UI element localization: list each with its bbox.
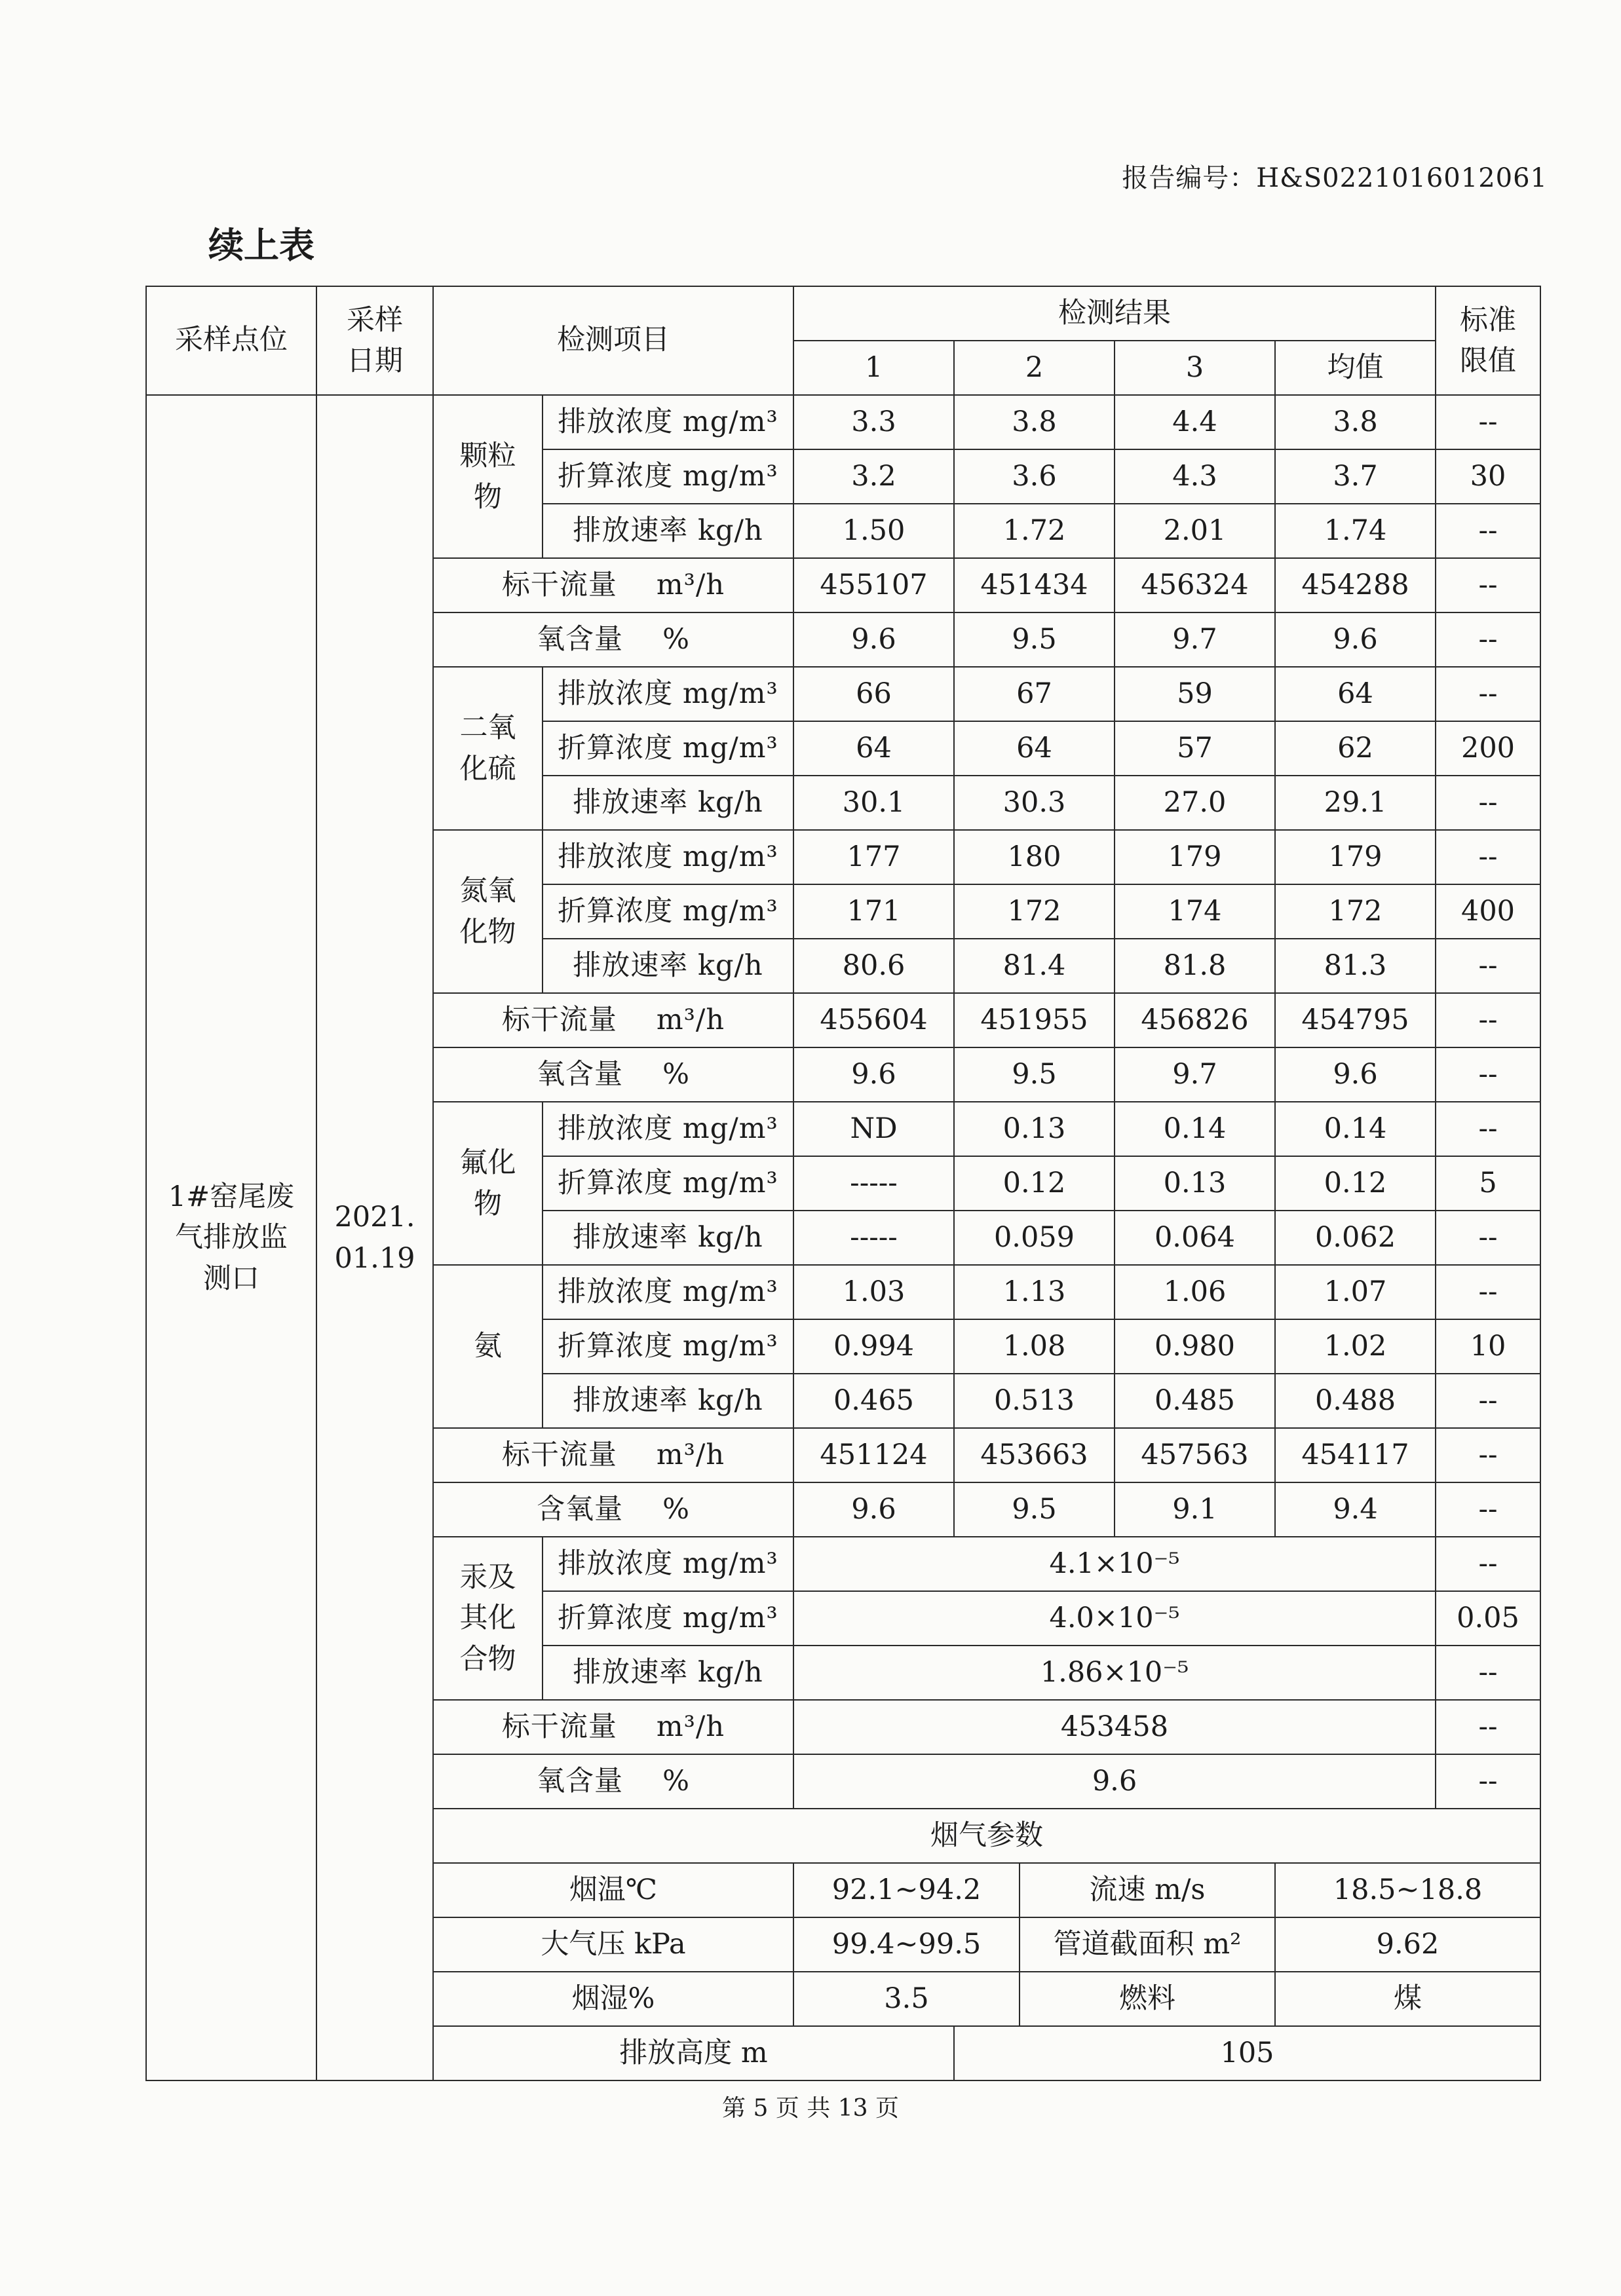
- result-1: 177: [793, 830, 954, 884]
- result-2: 1.08: [954, 1319, 1115, 1374]
- flue-param-value: 9.62: [1275, 1917, 1540, 1972]
- standard-limit: 400: [1436, 884, 1540, 939]
- result-1: 3.3: [793, 395, 954, 449]
- test-item: 排放浓度 mg/m³: [543, 1537, 793, 1591]
- result-mean: 29.1: [1275, 776, 1436, 830]
- flue-param-label: 管道截面积 m²: [1020, 1917, 1275, 1972]
- header-sampling-point: 采样点位: [146, 286, 316, 395]
- test-item: 排放速率 kg/h: [543, 939, 793, 993]
- standard-limit: --: [1436, 1646, 1540, 1700]
- result-mean: 1.07: [1275, 1265, 1436, 1319]
- standard-limit: --: [1436, 395, 1540, 449]
- result-2: 3.8: [954, 395, 1115, 449]
- result-3: 0.485: [1115, 1374, 1275, 1428]
- report-number: 报告编号：H&S0221016012061: [1122, 163, 1548, 193]
- result-mean: 0.488: [1275, 1374, 1436, 1428]
- header-col-2: 2: [954, 341, 1115, 395]
- test-item: 排放浓度 mg/m³: [543, 830, 793, 884]
- standard-limit: 10: [1436, 1319, 1540, 1374]
- standard-limit: --: [1436, 1102, 1540, 1156]
- pollutant-category: 汞及 其化 合物: [433, 1537, 543, 1700]
- test-item: [433, 612, 793, 667]
- test-item-label: 标干流量: [501, 1003, 617, 1036]
- result-mean: 179: [1275, 830, 1436, 884]
- result-mean: 454117: [1275, 1428, 1436, 1482]
- result-1: 171: [793, 884, 954, 939]
- result-3: 0.980: [1115, 1319, 1275, 1374]
- standard-limit: 0.05: [1436, 1591, 1540, 1646]
- flue-param-value: 煤: [1275, 1972, 1540, 2026]
- test-item-unit: m³/h: [656, 1003, 725, 1036]
- result-3: 0.064: [1115, 1211, 1275, 1265]
- table-row: [146, 395, 1540, 449]
- result-3: 1.06: [1115, 1265, 1275, 1319]
- result-3: 9.1: [1115, 1482, 1275, 1537]
- test-item: 排放速率 kg/h: [543, 1374, 793, 1428]
- result-1: -----: [793, 1156, 954, 1211]
- result-2: 1.72: [954, 504, 1115, 558]
- sampling-date-cell: 2021. 01.19: [316, 395, 433, 2080]
- pollutant-category: 氮氧 化物: [433, 830, 543, 993]
- test-item: 排放速率 kg/h: [543, 1646, 793, 1700]
- result-3: 457563: [1115, 1428, 1275, 1482]
- test-item: 排放浓度 mg/m³: [543, 667, 793, 721]
- standard-limit: 200: [1436, 721, 1540, 776]
- standard-limit: --: [1436, 1211, 1540, 1265]
- result-1: 9.6: [793, 1047, 954, 1102]
- test-item: [433, 558, 793, 612]
- test-item-label: 标干流量: [501, 568, 617, 601]
- flue-param-value: 3.5: [793, 1972, 1020, 2026]
- result-3: 81.8: [1115, 939, 1275, 993]
- result-1: 451124: [793, 1428, 954, 1482]
- page-footer: 第 5 页 共 13 页: [722, 2095, 899, 2122]
- standard-limit: 30: [1436, 449, 1540, 504]
- pollutant-category: 氨: [433, 1265, 543, 1428]
- result-mean: 9.4: [1275, 1482, 1436, 1537]
- result-mean: 3.7: [1275, 449, 1436, 504]
- test-item: [433, 1047, 793, 1102]
- result-mean: 454795: [1275, 993, 1436, 1047]
- test-item: 折算浓度 mg/m³: [543, 721, 793, 776]
- test-item: 排放速率 kg/h: [543, 1211, 793, 1265]
- standard-limit: --: [1436, 776, 1540, 830]
- page-title: 续上表: [208, 225, 315, 266]
- result-mean: 0.062: [1275, 1211, 1436, 1265]
- test-item-unit: m³/h: [656, 1438, 725, 1471]
- test-item: [433, 1754, 793, 1809]
- result-2: 0.513: [954, 1374, 1115, 1428]
- flue-param-value: 92.1~94.2: [793, 1863, 1020, 1917]
- result-merged: 1.86×10⁻⁵: [793, 1646, 1436, 1700]
- result-2: 0.12: [954, 1156, 1115, 1211]
- result-3: 9.7: [1115, 612, 1275, 667]
- result-mean: 1.74: [1275, 504, 1436, 558]
- result-1: 3.2: [793, 449, 954, 504]
- standard-limit: --: [1436, 993, 1540, 1047]
- header-test-item: 检测项目: [433, 286, 793, 395]
- result-1: 80.6: [793, 939, 954, 993]
- test-item: [433, 1700, 793, 1754]
- standard-limit: --: [1436, 1428, 1540, 1482]
- result-2: 1.13: [954, 1265, 1115, 1319]
- standard-limit: --: [1436, 830, 1540, 884]
- emission-height-label: 排放高度 m: [433, 2026, 954, 2080]
- result-1: -----: [793, 1211, 954, 1265]
- flue-param-value: 99.4~99.5: [793, 1917, 1020, 1972]
- result-mean: 3.8: [1275, 395, 1436, 449]
- standard-limit: 5: [1436, 1156, 1540, 1211]
- standard-limit: --: [1436, 1754, 1540, 1809]
- flue-param-value: 18.5~18.8: [1275, 1863, 1540, 1917]
- result-mean: 0.12: [1275, 1156, 1436, 1211]
- result-merged: 453458: [793, 1700, 1436, 1754]
- test-item-label: 氧含量: [537, 1057, 624, 1091]
- result-1: 0.994: [793, 1319, 954, 1374]
- standard-limit: --: [1436, 1265, 1540, 1319]
- result-2: 81.4: [954, 939, 1115, 993]
- test-item: 折算浓度 mg/m³: [543, 1319, 793, 1374]
- result-2: 0.059: [954, 1211, 1115, 1265]
- result-2: 9.5: [954, 1482, 1115, 1537]
- pollutant-category: 二氧 化硫: [433, 667, 543, 830]
- test-item-unit: m³/h: [656, 1710, 725, 1743]
- result-1: 66: [793, 667, 954, 721]
- result-mean: 64: [1275, 667, 1436, 721]
- result-3: 4.3: [1115, 449, 1275, 504]
- result-mean: 62: [1275, 721, 1436, 776]
- test-item-unit: %: [662, 1492, 690, 1526]
- standard-limit: --: [1436, 1482, 1540, 1537]
- test-item: 折算浓度 mg/m³: [543, 884, 793, 939]
- test-item: 排放速率 kg/h: [543, 504, 793, 558]
- header-col-3: 3: [1115, 341, 1275, 395]
- flue-param-label: 烟湿%: [433, 1972, 793, 2026]
- result-mean: 1.02: [1275, 1319, 1436, 1374]
- result-2: 451955: [954, 993, 1115, 1047]
- result-3: 179: [1115, 830, 1275, 884]
- result-3: 27.0: [1115, 776, 1275, 830]
- result-1: 455107: [793, 558, 954, 612]
- standard-limit: --: [1436, 558, 1540, 612]
- test-item: 排放浓度 mg/m³: [543, 1102, 793, 1156]
- result-2: 453663: [954, 1428, 1115, 1482]
- result-2: 9.5: [954, 1047, 1115, 1102]
- test-item: [433, 1482, 793, 1537]
- result-2: 180: [954, 830, 1115, 884]
- result-1: 30.1: [793, 776, 954, 830]
- test-item-unit: %: [662, 1764, 690, 1797]
- result-2: 172: [954, 884, 1115, 939]
- result-mean: 454288: [1275, 558, 1436, 612]
- result-mean: 9.6: [1275, 612, 1436, 667]
- test-item-label: 含氧量: [537, 1492, 624, 1526]
- flue-param-label: 大气压 kPa: [433, 1917, 793, 1972]
- test-item: [433, 1428, 793, 1482]
- test-item-unit: %: [662, 1057, 690, 1091]
- test-item: 折算浓度 mg/m³: [543, 449, 793, 504]
- test-item: [433, 993, 793, 1047]
- test-item-label: 标干流量: [501, 1438, 617, 1471]
- result-3: 4.4: [1115, 395, 1275, 449]
- result-3: 456826: [1115, 993, 1275, 1047]
- result-1: 9.6: [793, 612, 954, 667]
- header-standard-limit: 标准 限值: [1436, 286, 1540, 395]
- result-3: 0.13: [1115, 1156, 1275, 1211]
- result-2: 30.3: [954, 776, 1115, 830]
- standard-limit: --: [1436, 1374, 1540, 1428]
- test-item: 折算浓度 mg/m³: [543, 1591, 793, 1646]
- monitoring-results-table: [145, 286, 1541, 2081]
- result-1: ND: [793, 1102, 954, 1156]
- header-sampling-date: 采样 日期: [316, 286, 433, 395]
- test-item: 折算浓度 mg/m³: [543, 1156, 793, 1211]
- result-mean: 0.14: [1275, 1102, 1436, 1156]
- test-item-unit: %: [662, 622, 690, 656]
- standard-limit: --: [1436, 667, 1540, 721]
- result-1: 1.50: [793, 504, 954, 558]
- result-2: 9.5: [954, 612, 1115, 667]
- sampling-point-cell: 1#窑尾废 气排放监 测口: [146, 395, 316, 2080]
- result-3: 57: [1115, 721, 1275, 776]
- result-2: 0.13: [954, 1102, 1115, 1156]
- result-1: 0.465: [793, 1374, 954, 1428]
- result-2: 451434: [954, 558, 1115, 612]
- result-merged: 4.1×10⁻⁵: [793, 1537, 1436, 1591]
- result-3: 2.01: [1115, 504, 1275, 558]
- result-3: 9.7: [1115, 1047, 1275, 1102]
- flue-parameters-title: 烟气参数: [433, 1809, 1540, 1863]
- standard-limit: --: [1436, 504, 1540, 558]
- header-results: 检测结果: [793, 286, 1436, 341]
- header-col-mean: 均值: [1275, 341, 1436, 395]
- result-2: 64: [954, 721, 1115, 776]
- pollutant-category: 颗粒 物: [433, 395, 543, 558]
- test-item: 排放浓度 mg/m³: [543, 1265, 793, 1319]
- result-3: 456324: [1115, 558, 1275, 612]
- standard-limit: --: [1436, 612, 1540, 667]
- standard-limit: --: [1436, 1700, 1540, 1754]
- result-merged: 4.0×10⁻⁵: [793, 1591, 1436, 1646]
- standard-limit: --: [1436, 1537, 1540, 1591]
- result-1: 64: [793, 721, 954, 776]
- result-merged: 9.6: [793, 1754, 1436, 1809]
- result-3: 0.14: [1115, 1102, 1275, 1156]
- test-item-label: 标干流量: [501, 1710, 617, 1743]
- result-1: 1.03: [793, 1265, 954, 1319]
- result-3: 174: [1115, 884, 1275, 939]
- result-3: 59: [1115, 667, 1275, 721]
- standard-limit: --: [1436, 939, 1540, 993]
- result-1: 455604: [793, 993, 954, 1047]
- result-mean: 172: [1275, 884, 1436, 939]
- flue-param-label: 流速 m/s: [1020, 1863, 1275, 1917]
- header-row: [146, 286, 1540, 341]
- test-item: 排放速率 kg/h: [543, 776, 793, 830]
- standard-limit: --: [1436, 1047, 1540, 1102]
- test-item-label: 氧含量: [537, 1764, 624, 1797]
- test-item: 排放浓度 mg/m³: [543, 395, 793, 449]
- result-1: 9.6: [793, 1482, 954, 1537]
- result-mean: 81.3: [1275, 939, 1436, 993]
- pollutant-category: 氟化 物: [433, 1102, 543, 1265]
- header-col-1: 1: [793, 341, 954, 395]
- emission-height-value: 105: [954, 2026, 1540, 2080]
- test-item-label: 氧含量: [537, 622, 624, 656]
- flue-param-label: 烟温℃: [433, 1863, 793, 1917]
- result-mean: 9.6: [1275, 1047, 1436, 1102]
- result-2: 67: [954, 667, 1115, 721]
- flue-param-label: 燃料: [1020, 1972, 1275, 2026]
- result-2: 3.6: [954, 449, 1115, 504]
- test-item-unit: m³/h: [656, 568, 725, 601]
